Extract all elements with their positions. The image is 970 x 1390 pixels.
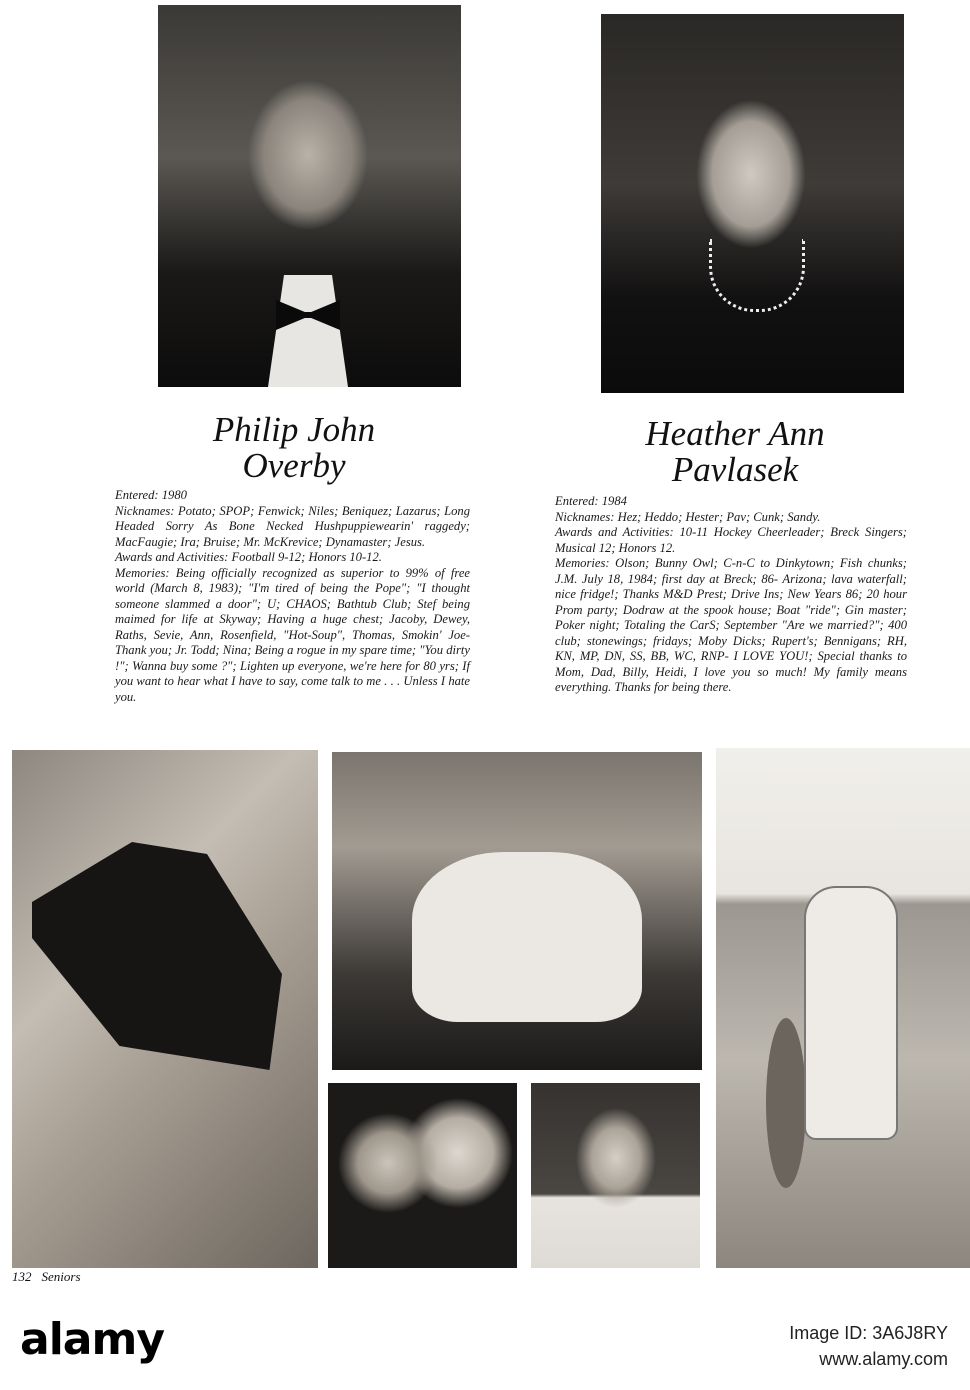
nicknames: Nicknames: Hez; Heddo; Hester; Pav; Cunk; Sandy. — [555, 509, 821, 524]
watermark-footer — [0, 1300, 970, 1390]
portrait-photo-philip-overby — [158, 5, 461, 387]
candid-photo-young-boy — [531, 1083, 700, 1268]
student-name-philip — [114, 412, 474, 484]
name-last: Overby — [242, 446, 346, 485]
student-name-heather — [555, 416, 915, 488]
awards: Awards and Activities: 10-11 Hockey Cheerleader; Breck Singers; Musical 12; Honors 12. — [555, 525, 907, 555]
nicknames: Nicknames: Potato; SPOP; Fenwick; Niles; Beniquez; Lazarus; Long Headed Sorry As Bone Necked Hushpuppiewearin' raggedy; MacFaugie; Ira; Bruise; Mr. McKrevice; Dynamaster; Jesus. — [115, 503, 470, 549]
bio-philip — [115, 488, 470, 705]
name-first: Philip John — [212, 410, 376, 449]
name-first: Heather Ann — [645, 414, 825, 453]
alamy-url: www.alamy.com — [819, 1349, 948, 1369]
candid-photo-boy-leaning — [12, 750, 318, 1268]
page-folio — [12, 1269, 91, 1285]
image-info — [789, 1320, 948, 1372]
awards: Awards and Activities: Football 9-12; Honors 10-12. — [115, 550, 382, 564]
pearl-necklace — [709, 239, 805, 312]
entered: Entered: 1984 — [555, 494, 627, 508]
memories: Memories: Olson; Bunny Owl; C-n-C to Dinkytown; Fish chunks; J.M. July 18, 1984; first day at Breck; 86- Arizona; lava waterfall; nice fridge!; Thanks M&D Prest; Drive Ins; New Years 86; 20 hour Prom party; Dodraw at the spook house; Boat "ride"; Gin master; Poker night; Totaling the CarS; September "Are we married?"; 400 club; stonewings; fridays; Moby Dicks; Rupert's; Bennigans; RH, KN, MP, DN, SS, BB, WC, RNP- I LOVE YOU!; Special thanks to Mom, Dad, Billy, Heidi, I love you so much! My family means everything. Thanks for being there. — [555, 556, 907, 694]
page-number: 132 — [12, 1269, 32, 1284]
name-last: Pavlasek — [671, 450, 799, 489]
entered: Entered: 1980 — [115, 488, 187, 502]
image-id: Image ID: 3A6J8RY — [789, 1323, 948, 1343]
candid-photo-fish-catch — [716, 748, 970, 1268]
candid-photo-two-girls — [328, 1083, 517, 1268]
portrait-photo-heather-pavlasek — [601, 14, 904, 393]
candid-photo-three-boys — [332, 752, 702, 1070]
alamy-logo: alamy — [20, 1314, 164, 1365]
section-name: Seniors — [41, 1269, 81, 1284]
bio-heather — [555, 494, 907, 696]
memories: Memories: Being officially recognized as superior to 99% of free world (March 8, 1983); "I'm tired of being the Pope"; "I thought someone slammed a door"; U; CHAOS; Bathtub Club; Stef being maimed for life at Skyway; Having a huge chest; Jacoby, Dewey, Raths, Sevie, Ann, Rosenfield, "Hot-Soup", Thomas, Smokin' Joe- Thank you; Jr. Todd; Nina; Being a rogue in my spare time; "You dirty !"; Wanna buy some ?"; Lighten up everyone, we're here for 80 yrs; If you want to hear what I have to say, come talk to me . . . Unless I hate you. — [115, 565, 470, 704]
